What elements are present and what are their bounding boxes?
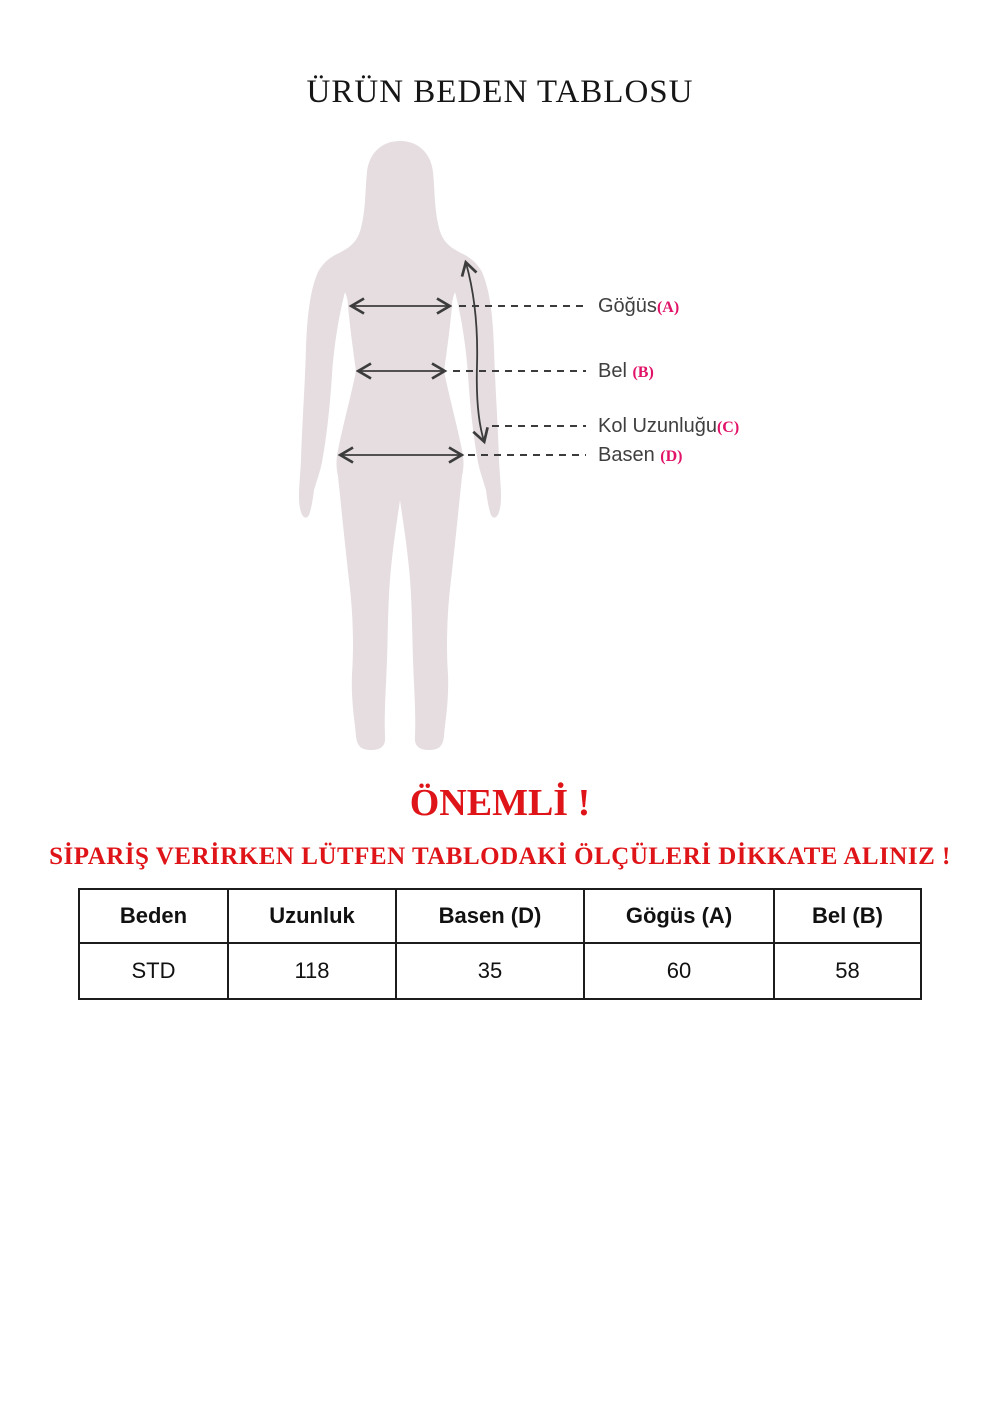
chest-measurement-label: [598, 295, 679, 317]
header-gogus: Gögüs (A): [584, 889, 774, 943]
order-warning-text: SİPARİŞ VERİRKEN LÜTFEN TABLODAKİ ÖLÇÜLERİ DİKKATE ALINIZ !: [49, 843, 951, 870]
size-table-header-row: [79, 889, 921, 943]
cell-beden: STD: [79, 943, 228, 999]
cell-gogus: 60: [584, 943, 774, 999]
arm-length-label-code: (C): [716, 419, 740, 436]
waist-label-text: Bel: [598, 360, 633, 382]
cell-basen: 35: [396, 943, 584, 999]
waist-label-code: (B): [632, 364, 654, 381]
important-heading: ÖNEMLİ !: [409, 782, 591, 824]
arm-length-measurement-label: [598, 415, 739, 437]
cell-uzunluk: 118: [228, 943, 396, 999]
header-beden: Beden: [79, 889, 228, 943]
size-table: [78, 888, 922, 1000]
header-basen: Basen (D): [396, 889, 584, 943]
header-bel: Bel (B): [774, 889, 921, 943]
hip-label-code: (D): [660, 448, 683, 465]
size-table-row: [79, 943, 921, 999]
page-title: ÜRÜN BEDEN TABLOSU: [306, 74, 694, 110]
waist-measurement-label: [598, 360, 654, 382]
chest-label-code: (A): [656, 299, 680, 316]
chest-label-text: Göğüs: [598, 295, 657, 317]
body-silhouette-graphic: [299, 141, 501, 750]
header-uzunluk: Uzunluk: [228, 889, 396, 943]
arm-length-label-text: Kol Uzunluğu: [598, 415, 717, 437]
cell-bel: 58: [774, 943, 921, 999]
hip-label-text: Basen: [598, 444, 661, 466]
hip-measurement-label: [598, 444, 682, 466]
